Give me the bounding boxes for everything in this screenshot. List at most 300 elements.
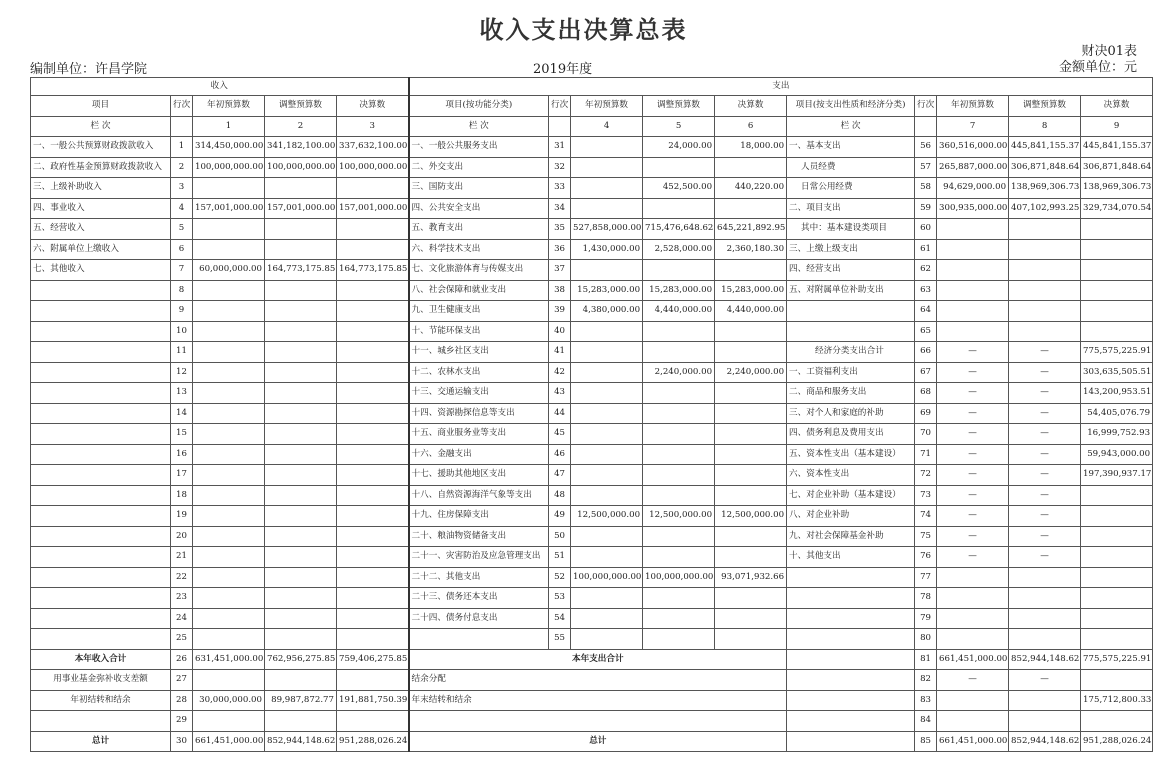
amount bbox=[1081, 280, 1153, 301]
amount: 661,451,000.00 bbox=[193, 731, 265, 752]
expense-econ-item: 三、上缴上级支出 bbox=[787, 239, 915, 260]
amount bbox=[265, 239, 337, 260]
row-no: 73 bbox=[915, 485, 937, 506]
amount: 100,000,000.00 bbox=[337, 157, 409, 178]
row-no: 14 bbox=[171, 403, 193, 424]
amount bbox=[265, 321, 337, 342]
income-item bbox=[31, 362, 171, 383]
amount bbox=[1081, 526, 1153, 547]
amount bbox=[937, 260, 1009, 281]
amount: 4,380,000.00 bbox=[571, 301, 643, 322]
end-balance-label: 年末结转和结余 bbox=[409, 690, 787, 711]
row-no: 32 bbox=[549, 157, 571, 178]
amount bbox=[643, 403, 715, 424]
amount: 24,000.00 bbox=[643, 137, 715, 158]
income-item: 三、上级补助收入 bbox=[31, 178, 171, 199]
amount: 18,000.00 bbox=[715, 137, 787, 158]
col-index: 1 bbox=[193, 116, 265, 137]
row-no: 81 bbox=[915, 649, 937, 670]
amount: 2,240,000.00 bbox=[643, 362, 715, 383]
amount: 951,288,026.24 bbox=[1081, 731, 1153, 752]
amount: — bbox=[1009, 403, 1081, 424]
amount bbox=[643, 342, 715, 363]
row-no: 55 bbox=[549, 629, 571, 650]
row-no: 58 bbox=[915, 178, 937, 199]
expense-func-item: 五、教育支出 bbox=[409, 219, 549, 240]
amount bbox=[337, 506, 409, 527]
amount bbox=[337, 280, 409, 301]
row-no: 39 bbox=[549, 301, 571, 322]
expense-func-item: 二、外交支出 bbox=[409, 157, 549, 178]
income-item bbox=[31, 465, 171, 486]
amount bbox=[337, 547, 409, 568]
amount: 1,430,000.00 bbox=[571, 239, 643, 260]
amount bbox=[265, 465, 337, 486]
amount bbox=[571, 321, 643, 342]
header-lan: 栏 次 bbox=[787, 116, 915, 137]
amount bbox=[715, 403, 787, 424]
amount bbox=[337, 362, 409, 383]
col-index: 6 bbox=[715, 116, 787, 137]
row-no: 69 bbox=[915, 403, 937, 424]
row-no: 15 bbox=[171, 424, 193, 445]
fiscal-year: 2019年度 bbox=[533, 62, 593, 77]
header-budget-initial: 年初预算数 bbox=[193, 96, 265, 117]
amount bbox=[1081, 239, 1153, 260]
amount: — bbox=[937, 485, 1009, 506]
amount bbox=[1081, 219, 1153, 240]
amount bbox=[265, 362, 337, 383]
expense-econ-item: 一、基本支出 bbox=[787, 137, 915, 158]
amount: — bbox=[1009, 465, 1081, 486]
row-no: 26 bbox=[171, 649, 193, 670]
row-no: 70 bbox=[915, 424, 937, 445]
amount bbox=[193, 608, 265, 629]
header-budget-adjusted: 调整预算数 bbox=[265, 96, 337, 117]
col-index: 3 bbox=[337, 116, 409, 137]
table-row bbox=[31, 260, 1153, 281]
expense-econ-item: 二、商品和服务支出 bbox=[787, 383, 915, 404]
row-no: 19 bbox=[171, 506, 193, 527]
row-no: 4 bbox=[171, 198, 193, 219]
form-number: 财决01表 bbox=[1081, 44, 1137, 59]
amount: 306,871,848.64 bbox=[1009, 157, 1081, 178]
amount bbox=[193, 547, 265, 568]
expense-func-item: 十七、援助其他地区支出 bbox=[409, 465, 549, 486]
amount: — bbox=[1009, 342, 1081, 363]
row-no: 85 bbox=[915, 731, 937, 752]
amount: 445,841,155.37 bbox=[1009, 137, 1081, 158]
row-no: 59 bbox=[915, 198, 937, 219]
amount bbox=[643, 629, 715, 650]
amount: 300,935,000.00 bbox=[937, 198, 1009, 219]
expense-econ-item bbox=[787, 567, 915, 588]
amount bbox=[571, 526, 643, 547]
dash: — bbox=[937, 670, 1009, 691]
amount: — bbox=[1009, 526, 1081, 547]
amount bbox=[715, 424, 787, 445]
income-item bbox=[31, 383, 171, 404]
surplus-dist-label: 结余分配 bbox=[409, 670, 787, 691]
amount: 164,773,175.85 bbox=[337, 260, 409, 281]
expense-econ-item bbox=[787, 301, 915, 322]
amount bbox=[265, 506, 337, 527]
amount bbox=[265, 403, 337, 424]
table-row bbox=[31, 506, 1153, 527]
amount: 661,451,000.00 bbox=[937, 731, 1009, 752]
amount-unit: 金额单位：元 bbox=[1058, 60, 1137, 75]
blank-row bbox=[31, 711, 1153, 732]
table-row bbox=[31, 362, 1153, 383]
amount bbox=[193, 444, 265, 465]
row-no: 83 bbox=[915, 690, 937, 711]
amount: — bbox=[937, 403, 1009, 424]
amount: 440,220.00 bbox=[715, 178, 787, 199]
header-income: 收入 bbox=[31, 78, 409, 96]
amount bbox=[337, 424, 409, 445]
row-no: 29 bbox=[171, 711, 193, 732]
amount: 100,000,000.00 bbox=[265, 157, 337, 178]
amount bbox=[265, 629, 337, 650]
income-item bbox=[31, 444, 171, 465]
table-row bbox=[31, 526, 1153, 547]
col-index: 8 bbox=[1009, 116, 1081, 137]
amount: 329,734,070.54 bbox=[1081, 198, 1153, 219]
amount bbox=[643, 260, 715, 281]
amount bbox=[193, 301, 265, 322]
amount: 645,221,892.95 bbox=[715, 219, 787, 240]
amount bbox=[937, 629, 1009, 650]
amount bbox=[643, 321, 715, 342]
row-no: 21 bbox=[171, 547, 193, 568]
row-no: 20 bbox=[171, 526, 193, 547]
income-item: 一、一般公共预算财政拨款收入 bbox=[31, 137, 171, 158]
row-no: 18 bbox=[171, 485, 193, 506]
header-section-row bbox=[31, 78, 1153, 96]
amount bbox=[937, 280, 1009, 301]
expense-func-item: 十六、金融支出 bbox=[409, 444, 549, 465]
amount bbox=[1009, 280, 1081, 301]
amount: 12,500,000.00 bbox=[571, 506, 643, 527]
amount bbox=[265, 424, 337, 445]
row-no: 7 bbox=[171, 260, 193, 281]
expense-econ-item bbox=[787, 608, 915, 629]
amount bbox=[265, 301, 337, 322]
amount bbox=[337, 567, 409, 588]
amount bbox=[265, 547, 337, 568]
expense-econ-item: 经济分类支出合计 bbox=[787, 342, 915, 363]
amount bbox=[265, 588, 337, 609]
row-no: 27 bbox=[171, 670, 193, 691]
expense-func-item: 十一、城乡社区支出 bbox=[409, 342, 549, 363]
amount bbox=[643, 424, 715, 445]
table-row bbox=[31, 342, 1153, 363]
amount bbox=[937, 608, 1009, 629]
row-no: 72 bbox=[915, 465, 937, 486]
row-no: 54 bbox=[549, 608, 571, 629]
amount bbox=[337, 465, 409, 486]
table-row bbox=[31, 137, 1153, 158]
income-item bbox=[31, 280, 171, 301]
amount bbox=[1081, 485, 1153, 506]
header-final: 决算数 bbox=[715, 96, 787, 117]
row-no: 44 bbox=[549, 403, 571, 424]
amount: — bbox=[1009, 444, 1081, 465]
amount: 16,999,752.93 bbox=[1081, 424, 1153, 445]
report-title: 收入支出决算总表 bbox=[479, 15, 688, 44]
row-no: 10 bbox=[171, 321, 193, 342]
row-no: 42 bbox=[549, 362, 571, 383]
amount bbox=[1009, 301, 1081, 322]
row-no: 78 bbox=[915, 588, 937, 609]
amount bbox=[937, 588, 1009, 609]
amount bbox=[193, 239, 265, 260]
amount: 94,629,000.00 bbox=[937, 178, 1009, 199]
amount bbox=[337, 608, 409, 629]
amount bbox=[715, 608, 787, 629]
row-no: 36 bbox=[549, 239, 571, 260]
row-no: 49 bbox=[549, 506, 571, 527]
row-no: 57 bbox=[915, 157, 937, 178]
row-no: 46 bbox=[549, 444, 571, 465]
amount bbox=[265, 280, 337, 301]
amount: 59,943,000.00 bbox=[1081, 444, 1153, 465]
amount bbox=[337, 342, 409, 363]
income-item: 六、附属单位上缴收入 bbox=[31, 239, 171, 260]
header-lan-blank bbox=[549, 116, 571, 137]
header-lan: 栏 次 bbox=[31, 116, 171, 137]
amount bbox=[337, 301, 409, 322]
income-item bbox=[31, 567, 171, 588]
row-no: 76 bbox=[915, 547, 937, 568]
income-item bbox=[31, 608, 171, 629]
table-row bbox=[31, 424, 1153, 445]
amount: 89,987,872.77 bbox=[265, 690, 337, 711]
amount: 15,283,000.00 bbox=[571, 280, 643, 301]
header-final: 决算数 bbox=[1081, 96, 1153, 117]
table-row bbox=[31, 629, 1153, 650]
header-item: 项目 bbox=[31, 96, 171, 117]
expense-econ-item: 二、项目支出 bbox=[787, 198, 915, 219]
header-row-no: 行次 bbox=[549, 96, 571, 117]
row-no: 24 bbox=[171, 608, 193, 629]
amount bbox=[193, 485, 265, 506]
amount: 715,476,648.62 bbox=[643, 219, 715, 240]
row-no: 25 bbox=[171, 629, 193, 650]
amount: 4,440,000.00 bbox=[643, 301, 715, 322]
amount bbox=[337, 178, 409, 199]
row-no: 52 bbox=[549, 567, 571, 588]
income-item bbox=[31, 424, 171, 445]
amount: 337,632,100.00 bbox=[337, 137, 409, 158]
amount bbox=[193, 424, 265, 445]
amount: 138,969,306.73 bbox=[1081, 178, 1153, 199]
amount bbox=[571, 362, 643, 383]
amount: — bbox=[1009, 424, 1081, 445]
amount: 775,575,225.91 bbox=[1081, 649, 1153, 670]
amount: — bbox=[1009, 362, 1081, 383]
table-row bbox=[31, 403, 1153, 424]
begin-balance-label: 年初结转和结余 bbox=[31, 690, 171, 711]
amount bbox=[1009, 321, 1081, 342]
amount: 631,451,000.00 bbox=[193, 649, 265, 670]
row-no: 9 bbox=[171, 301, 193, 322]
table-row bbox=[31, 157, 1153, 178]
amount: — bbox=[1009, 383, 1081, 404]
amount: 762,956,275.85 bbox=[265, 649, 337, 670]
expense-func-item: 十八、自然资源海洋气象等支出 bbox=[409, 485, 549, 506]
amount bbox=[715, 485, 787, 506]
amount: — bbox=[937, 444, 1009, 465]
amount: 360,516,000.00 bbox=[937, 137, 1009, 158]
amount: 93,071,932.66 bbox=[715, 567, 787, 588]
blank-cell bbox=[787, 690, 915, 711]
header-budget-initial: 年初预算数 bbox=[571, 96, 643, 117]
amount bbox=[571, 342, 643, 363]
expense-func-item: 二十二、其他支出 bbox=[409, 567, 549, 588]
table-row bbox=[31, 198, 1153, 219]
expense-econ-item: 五、对附属单位补助支出 bbox=[787, 280, 915, 301]
amount bbox=[193, 383, 265, 404]
expense-econ-item bbox=[787, 629, 915, 650]
row-no: 30 bbox=[171, 731, 193, 752]
amount bbox=[265, 383, 337, 404]
amount bbox=[1009, 260, 1081, 281]
expense-func-item: 四、公共安全支出 bbox=[409, 198, 549, 219]
income-item bbox=[31, 485, 171, 506]
income-item: 七、其他收入 bbox=[31, 260, 171, 281]
row-no: 50 bbox=[549, 526, 571, 547]
header-budget-adjusted: 调整预算数 bbox=[643, 96, 715, 117]
amount bbox=[193, 567, 265, 588]
expense-econ-item: 四、经营支出 bbox=[787, 260, 915, 281]
income-item bbox=[31, 342, 171, 363]
row-no: 71 bbox=[915, 444, 937, 465]
amount bbox=[715, 157, 787, 178]
expense-econ-item: 日常公用经费 bbox=[787, 178, 915, 199]
amount: 2,528,000.00 bbox=[643, 239, 715, 260]
expense-econ-item: 三、对个人和家庭的补助 bbox=[787, 403, 915, 424]
row-no: 13 bbox=[171, 383, 193, 404]
row-no: 80 bbox=[915, 629, 937, 650]
table-row bbox=[31, 321, 1153, 342]
budget-summary-table bbox=[30, 77, 1153, 752]
amount bbox=[643, 465, 715, 486]
amount bbox=[265, 608, 337, 629]
col-index: 9 bbox=[1081, 116, 1153, 137]
amount bbox=[715, 321, 787, 342]
amount bbox=[337, 403, 409, 424]
table-row bbox=[31, 567, 1153, 588]
amount bbox=[937, 321, 1009, 342]
amount: 4,440,000.00 bbox=[715, 301, 787, 322]
amount bbox=[265, 342, 337, 363]
header-final: 决算数 bbox=[337, 96, 409, 117]
amount bbox=[715, 198, 787, 219]
row-no: 41 bbox=[549, 342, 571, 363]
row-no: 43 bbox=[549, 383, 571, 404]
row-no: 64 bbox=[915, 301, 937, 322]
expense-econ-item: 八、对企业补助 bbox=[787, 506, 915, 527]
amount bbox=[193, 629, 265, 650]
amount bbox=[1081, 588, 1153, 609]
amount bbox=[265, 526, 337, 547]
header-row-no: 行次 bbox=[171, 96, 193, 117]
income-item: 四、事业收入 bbox=[31, 198, 171, 219]
income-item bbox=[31, 588, 171, 609]
amount: 15,283,000.00 bbox=[643, 280, 715, 301]
amount: 2,240,000.00 bbox=[715, 362, 787, 383]
amount bbox=[193, 506, 265, 527]
col-index: 2 bbox=[265, 116, 337, 137]
expense-econ-item: 九、对社会保障基金补助 bbox=[787, 526, 915, 547]
dash: — bbox=[1009, 670, 1081, 691]
table-row bbox=[31, 219, 1153, 240]
amount: 303,635,505.51 bbox=[1081, 362, 1153, 383]
amount bbox=[1081, 567, 1153, 588]
table-row bbox=[31, 444, 1153, 465]
header-lan-blank bbox=[915, 116, 937, 137]
amount bbox=[643, 547, 715, 568]
amount bbox=[643, 157, 715, 178]
amount: 191,881,750.39 bbox=[337, 690, 409, 711]
expense-func-item: 三、国防支出 bbox=[409, 178, 549, 199]
amount: — bbox=[1009, 547, 1081, 568]
row-no: 61 bbox=[915, 239, 937, 260]
row-no: 33 bbox=[549, 178, 571, 199]
amount bbox=[265, 219, 337, 240]
amount bbox=[1009, 608, 1081, 629]
amount bbox=[643, 383, 715, 404]
amount bbox=[571, 588, 643, 609]
header-budget-adjusted: 调整预算数 bbox=[1009, 96, 1081, 117]
amount bbox=[715, 588, 787, 609]
amount bbox=[1081, 260, 1153, 281]
amount bbox=[571, 403, 643, 424]
row-no: 68 bbox=[915, 383, 937, 404]
amount: 407,102,993.25 bbox=[1009, 198, 1081, 219]
income-item: 二、政府性基金预算财政拨款收入 bbox=[31, 157, 171, 178]
income-item: 五、经营收入 bbox=[31, 219, 171, 240]
amount bbox=[193, 465, 265, 486]
amount bbox=[715, 342, 787, 363]
amount: 164,773,175.85 bbox=[265, 260, 337, 281]
amount bbox=[571, 157, 643, 178]
blank-cell bbox=[787, 649, 915, 670]
amount: — bbox=[937, 465, 1009, 486]
row-no: 17 bbox=[171, 465, 193, 486]
amount bbox=[571, 465, 643, 486]
table-row bbox=[31, 239, 1153, 260]
table-row bbox=[31, 301, 1153, 322]
expense-func-item: 六、科学技术支出 bbox=[409, 239, 549, 260]
balance-row bbox=[31, 690, 1153, 711]
row-no: 53 bbox=[549, 588, 571, 609]
expense-econ-item: 四、债务利息及费用支出 bbox=[787, 424, 915, 445]
table-row bbox=[31, 383, 1153, 404]
amount bbox=[193, 588, 265, 609]
amount: 138,969,306.73 bbox=[1009, 178, 1081, 199]
amount bbox=[571, 444, 643, 465]
amount bbox=[571, 424, 643, 445]
amount bbox=[193, 403, 265, 424]
amount bbox=[937, 239, 1009, 260]
amount: — bbox=[937, 506, 1009, 527]
amount bbox=[571, 629, 643, 650]
header-budget-initial: 年初预算数 bbox=[937, 96, 1009, 117]
row-no: 35 bbox=[549, 219, 571, 240]
amount: 852,944,148.62 bbox=[1009, 731, 1081, 752]
